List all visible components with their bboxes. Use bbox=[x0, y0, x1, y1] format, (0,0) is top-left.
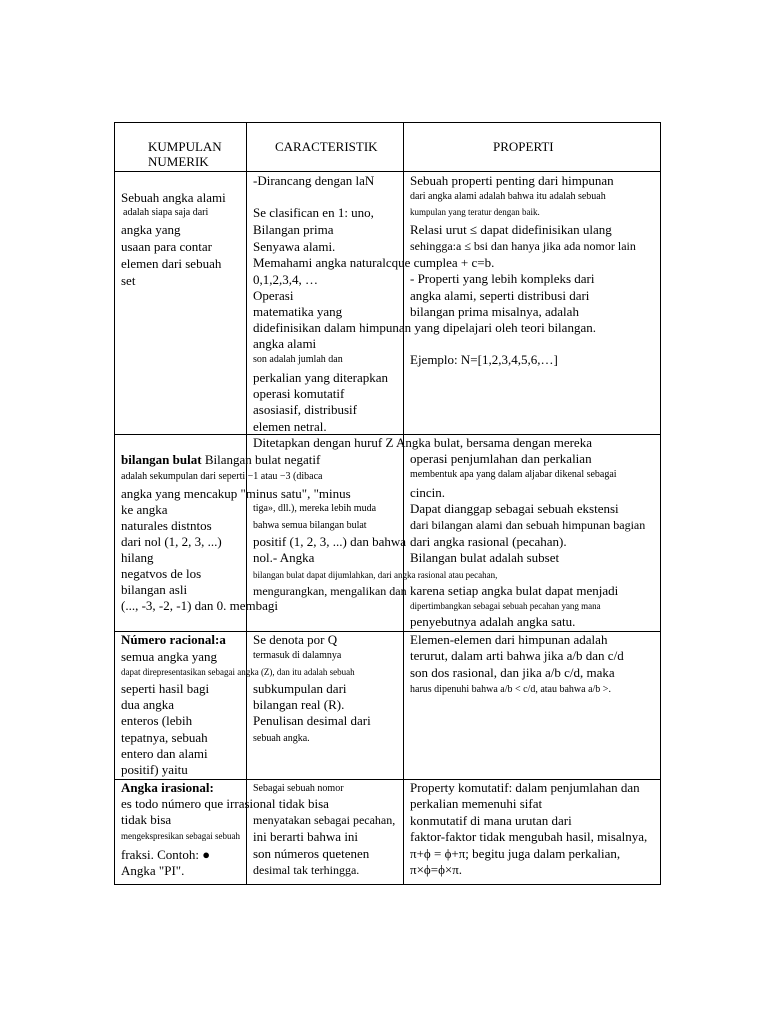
cell-text: didefinisikan dalam himpunan yang dipelajari oleh teori bilangan. bbox=[253, 320, 596, 335]
cell-text: kumpulan yang teratur dengan baik. bbox=[410, 207, 540, 217]
cell-text: menyatakan sebagai pecahan, bbox=[253, 813, 396, 827]
term-bold: Número racional:a bbox=[121, 632, 226, 647]
cell-text: tidak bisa bbox=[121, 812, 172, 827]
cell-text: Relasi urut ≤ dapat didefinisikan ulang bbox=[410, 222, 612, 237]
cell-text: angka alami, seperti distribusi dari bbox=[410, 288, 590, 303]
cell-text: elemen netral. bbox=[253, 419, 327, 434]
cell-text: tiga», dll.), mereka lebih muda bbox=[253, 503, 377, 514]
cell-text: bilangan prima misalnya, adalah bbox=[410, 304, 579, 319]
cell-text: adalah siapa saja dari bbox=[123, 207, 209, 218]
cell-text: mengurangkan, mengalikan dan bbox=[253, 584, 407, 598]
header-kumpulan: KUMPULAN bbox=[148, 139, 222, 154]
header-numerik: NUMERIK bbox=[148, 154, 209, 169]
cell-text: positif (1, 2, 3, ...) dan bahwa bbox=[253, 534, 407, 549]
cell-text: fraksi. Contoh: ● bbox=[121, 847, 211, 862]
cell-text: sehingga:a ≤ bsi dan hanya jika ada nomor lain bbox=[410, 239, 636, 253]
cell-text: entero dan alami bbox=[121, 746, 208, 761]
cell-text: - Properti yang lebih kompleks dari bbox=[410, 271, 595, 286]
cell-text: Elemen-elemen dari himpunan adalah bbox=[410, 632, 608, 647]
cell-text: sebuah angka. bbox=[253, 733, 310, 744]
cell-text: es todo número que irrasional tidak bisa bbox=[121, 796, 329, 811]
cell-text: Bilangan bulat negatif bbox=[201, 452, 321, 467]
cell-text: seperti hasil bagi bbox=[121, 681, 210, 696]
cell-text: dari angka alami adalah bahwa itu adalah sebuah bbox=[410, 191, 606, 202]
cell-text: bilangan bulat dapat dijumlahkan, dari angka rasional atau pecahan, bbox=[253, 570, 498, 580]
cell-text: bilangan asli bbox=[121, 582, 188, 597]
cell-text: dipertimbangkan sebagai sebuah pecahan yang mana bbox=[410, 601, 601, 611]
cell-text: Property komutatif: dalam penjumlahan dan bbox=[410, 780, 640, 795]
cell-text: Sebuah properti penting dari himpunan bbox=[410, 173, 614, 188]
cell-text: operasi penjumlahan dan perkalian bbox=[410, 451, 592, 466]
cell-text: Senyawa alami. bbox=[253, 239, 336, 254]
cell-text: nol.- Angka bbox=[253, 550, 315, 565]
cell-text: dua angka bbox=[121, 697, 175, 712]
cell-text: positif) yaitu bbox=[121, 762, 188, 777]
cell-text: perkalian yang diterapkan bbox=[253, 370, 388, 385]
term-bold: bilangan bulat bbox=[121, 452, 202, 467]
cell-text: negatvos de los bbox=[121, 566, 202, 581]
cell-text: Dapat dianggap sebagai sebuah ekstensi bbox=[410, 501, 619, 516]
column-divider bbox=[403, 123, 404, 884]
cell-text: penyebutnya adalah angka satu. bbox=[410, 614, 576, 629]
cell-text: angka yang mencakup "minus satu", "minus bbox=[121, 486, 351, 501]
cell-text: -Dirancang dengan laN bbox=[253, 173, 375, 188]
cell-text: enteros (lebih bbox=[121, 713, 193, 728]
cell-text: set bbox=[121, 273, 136, 288]
cell-text: π×ϕ=ϕ×π. bbox=[410, 862, 463, 877]
cell-text: elemen dari sebuah bbox=[121, 256, 222, 271]
cell-text: (..., -3, -2, -1) dan 0. membagi bbox=[121, 598, 279, 613]
cell-text: faktor-faktor tidak mengubah hasil, misalnya, bbox=[410, 829, 648, 844]
cell-text: matematika yang bbox=[253, 304, 343, 319]
cell-text: Operasi bbox=[253, 288, 294, 303]
row-divider bbox=[115, 171, 660, 172]
cell-text: ini berarti bahwa ini bbox=[253, 829, 359, 844]
cell-text: operasi komutatif bbox=[253, 386, 345, 401]
cell-text: angka alami bbox=[253, 336, 317, 351]
cell-text: konmutatif di mana urutan dari bbox=[410, 813, 572, 828]
cell-text: usaan para contar bbox=[121, 239, 212, 254]
cell-text: tepatnya, sebuah bbox=[121, 730, 208, 745]
cell-text: Bilangan bulat adalah subset bbox=[410, 550, 560, 565]
cell-text: semua angka yang bbox=[121, 649, 218, 664]
cell-text: karena setiap angka bulat dapat menjadi bbox=[410, 583, 619, 598]
cell-text: mengekspresikan sebagai sebuah bbox=[121, 831, 240, 841]
cell-text: bilangan real (R). bbox=[253, 697, 345, 712]
header-properti: PROPERTI bbox=[493, 139, 554, 154]
column-divider bbox=[246, 123, 247, 884]
cell-text: dapat direpresentasikan sebagai angka (Z), dan itu adalah sebuah bbox=[121, 667, 355, 677]
cell-text: Penulisan desimal dari bbox=[253, 713, 371, 728]
cell-text: π+ϕ = ϕ+π; begitu juga dalam perkalian, bbox=[410, 846, 621, 861]
cell-text: terurut, dalam arti bahwa jika a/b dan c/d bbox=[410, 648, 624, 663]
cell-text: Ditetapkan dengan huruf Z Angka bulat, bersama dengan mereka bbox=[253, 435, 592, 450]
cell-text: adalah sekumpulan dari seperti −1 atau −3 (dibaca bbox=[121, 471, 323, 482]
cell-text: Ejemplo: N=[1,2,3,4,5,6,…] bbox=[410, 352, 558, 367]
cell-text: 0,1,2,3,4, … bbox=[253, 272, 318, 287]
cell-text: Angka "PI". bbox=[121, 863, 185, 878]
cell-text: son números quetenen bbox=[253, 846, 370, 861]
cell-text: termasuk di dalamnya bbox=[253, 650, 342, 661]
cell-text: dari bilangan alami dan sebuah himpunan bagian bbox=[410, 518, 646, 532]
cell-text bbox=[121, 453, 320, 468]
cell-text: cincin. bbox=[410, 485, 446, 500]
term-bold: Angka irasional: bbox=[121, 780, 214, 795]
cell-text: Memahami angka naturalcque cumplea + c=b. bbox=[253, 255, 495, 270]
cell-text: naturales distntos bbox=[121, 518, 212, 533]
cell-text: desimal tak terhingga. bbox=[253, 863, 360, 877]
cell-text: angka yang bbox=[121, 222, 181, 237]
cell-text: hilang bbox=[121, 550, 154, 565]
cell-text: Bilangan prima bbox=[253, 222, 334, 237]
cell-text: harus dipenuhi bahwa a/b < c/d, atau bahwa a/b >. bbox=[410, 684, 611, 695]
cell-text: asosiasif, distribusif bbox=[253, 402, 357, 417]
cell-text: dari nol (1, 2, 3, ...) bbox=[121, 534, 222, 549]
cell-text: subkumpulan dari bbox=[253, 681, 347, 696]
cell-text: Se denota por Q bbox=[253, 632, 338, 647]
cell-text: ke angka bbox=[121, 502, 168, 517]
cell-text: membentuk apa yang dalam aljabar dikenal sebagai bbox=[410, 469, 617, 480]
cell-text: dari angka rasional (pecahan). bbox=[410, 534, 567, 549]
cell-text: Se clasifican en 1: uno, bbox=[253, 205, 374, 220]
cell-text: son adalah jumlah dan bbox=[253, 354, 343, 365]
cell-text: bahwa semua bilangan bulat bbox=[253, 520, 367, 531]
cell-text: Sebagai sebuah nomor bbox=[253, 783, 344, 794]
cell-text: son dos rasional, dan jika a/b c/d, maka bbox=[410, 665, 615, 680]
cell-text: perkalian memenuhi sifat bbox=[410, 796, 543, 811]
header-caracteristik: CARACTERISTIK bbox=[275, 139, 378, 154]
cell-text: Sebuah angka alami bbox=[121, 190, 226, 205]
